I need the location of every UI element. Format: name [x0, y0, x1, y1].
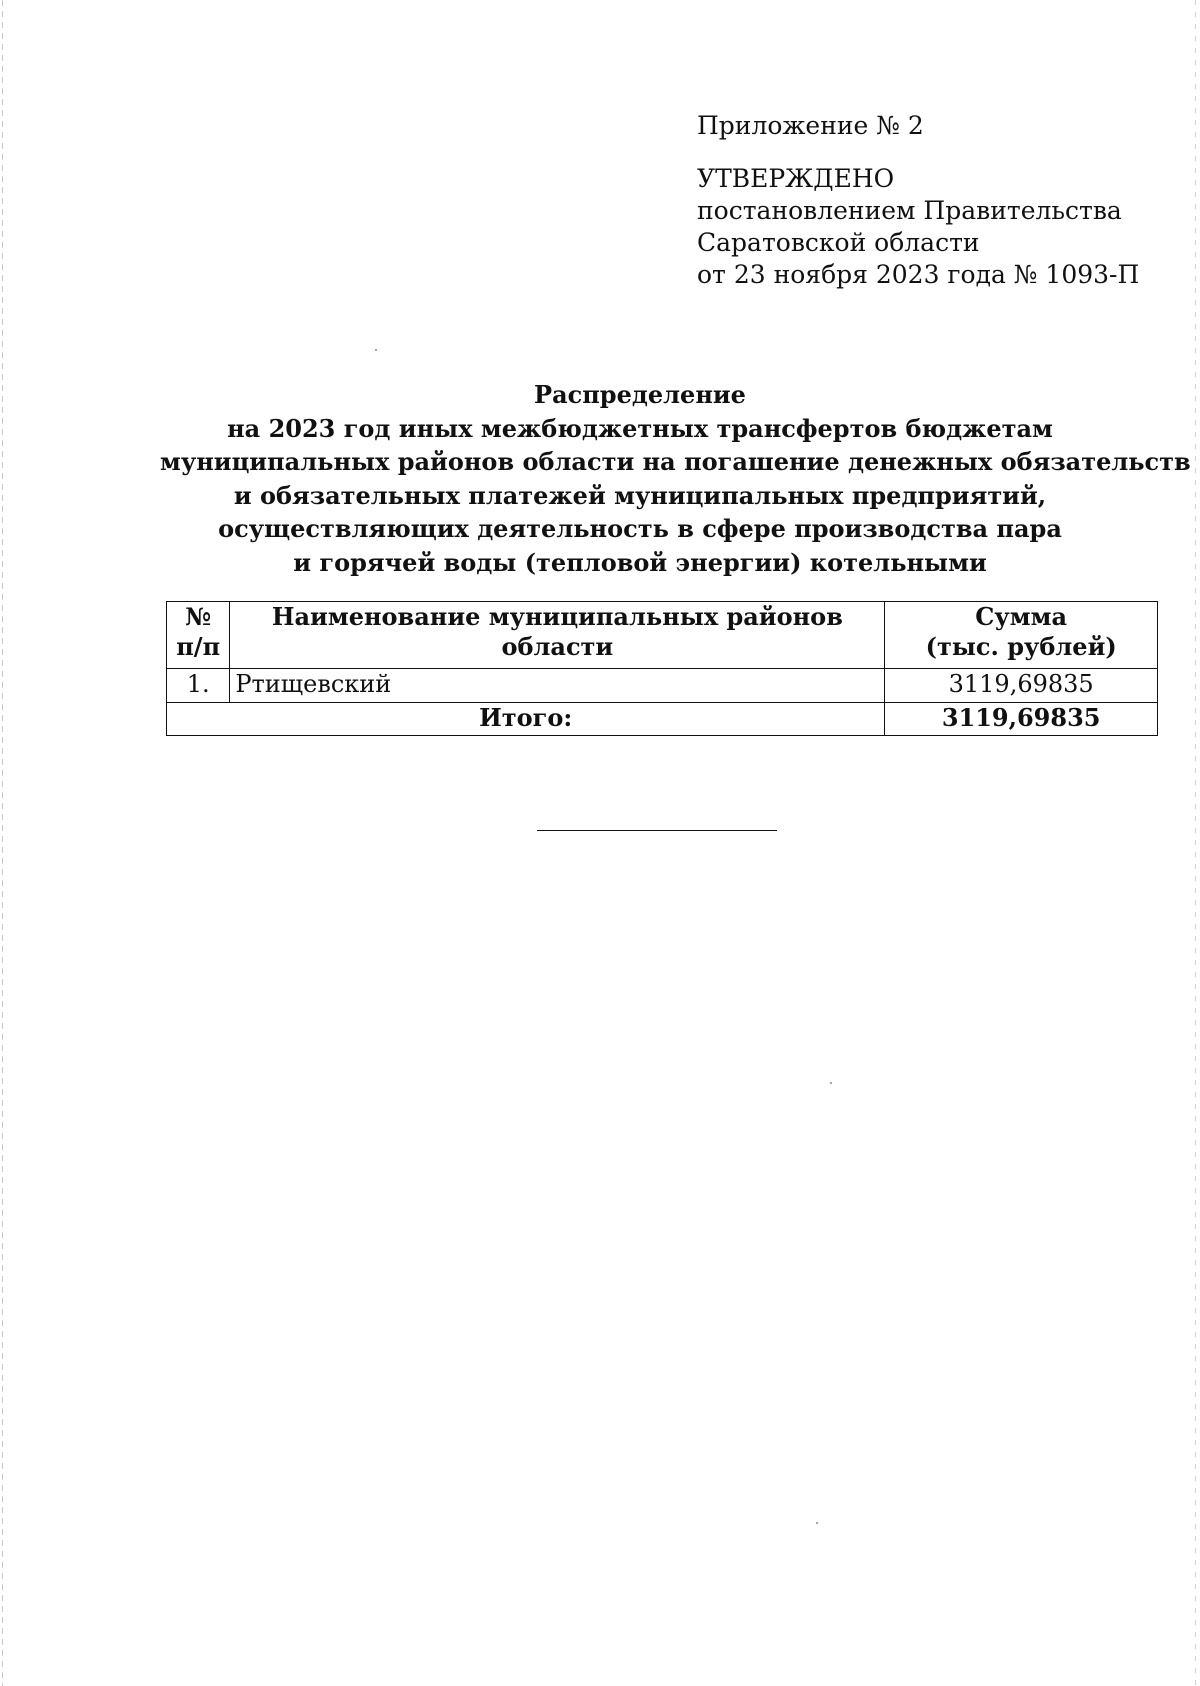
document-title	[160, 378, 1191, 579]
distribution-table	[166, 601, 1158, 736]
scan-edge-left	[2, 0, 3, 1686]
total-sum: 3119,69835	[885, 703, 1158, 736]
title-line: Распределение	[534, 380, 746, 409]
scan-edge-right	[1195, 0, 1196, 1686]
row-num: 1.	[167, 669, 230, 703]
table-row	[167, 669, 1158, 703]
title-line: и горячей воды (тепловой энергии) котельными	[293, 547, 987, 577]
title-line: и обязательных платежей муниципальных предприятий,	[233, 480, 1047, 510]
scan-speck	[816, 1522, 818, 1524]
row-sum: 3119,69835	[885, 669, 1158, 703]
approval-line-1: постановлением Правительства	[697, 196, 1122, 225]
approval-line-2: Саратовской области	[697, 228, 980, 257]
table-total-row	[167, 703, 1158, 736]
approval-line-3: от 23 ноября 2023 года № 1093-П	[697, 260, 1140, 289]
row-district-name: Ртищевский	[230, 669, 885, 703]
header-name: Наименование муниципальных районов области	[230, 602, 885, 669]
title-line: муниципальных районов области на погашение денежных обязательств	[160, 447, 1191, 476]
approval-stamp-block	[697, 110, 1139, 291]
scan-speck	[830, 1082, 832, 1084]
approved-label: УТВЕРЖДЕНО	[697, 164, 895, 193]
scan-speck	[375, 349, 377, 351]
end-divider	[537, 830, 777, 831]
total-label: Итого:	[167, 703, 885, 736]
header-num: № п/п	[167, 602, 230, 669]
title-line: на 2023 год иных межбюджетных трансфертов бюджетам	[227, 413, 1053, 443]
table-header-row	[167, 602, 1158, 669]
header-sum: Сумма (тыс. рублей)	[885, 602, 1158, 669]
appendix-label: Приложение № 2	[697, 111, 924, 140]
spacer	[697, 142, 1139, 163]
title-line: осуществляющих деятельность в сфере производства пара	[218, 514, 1062, 543]
